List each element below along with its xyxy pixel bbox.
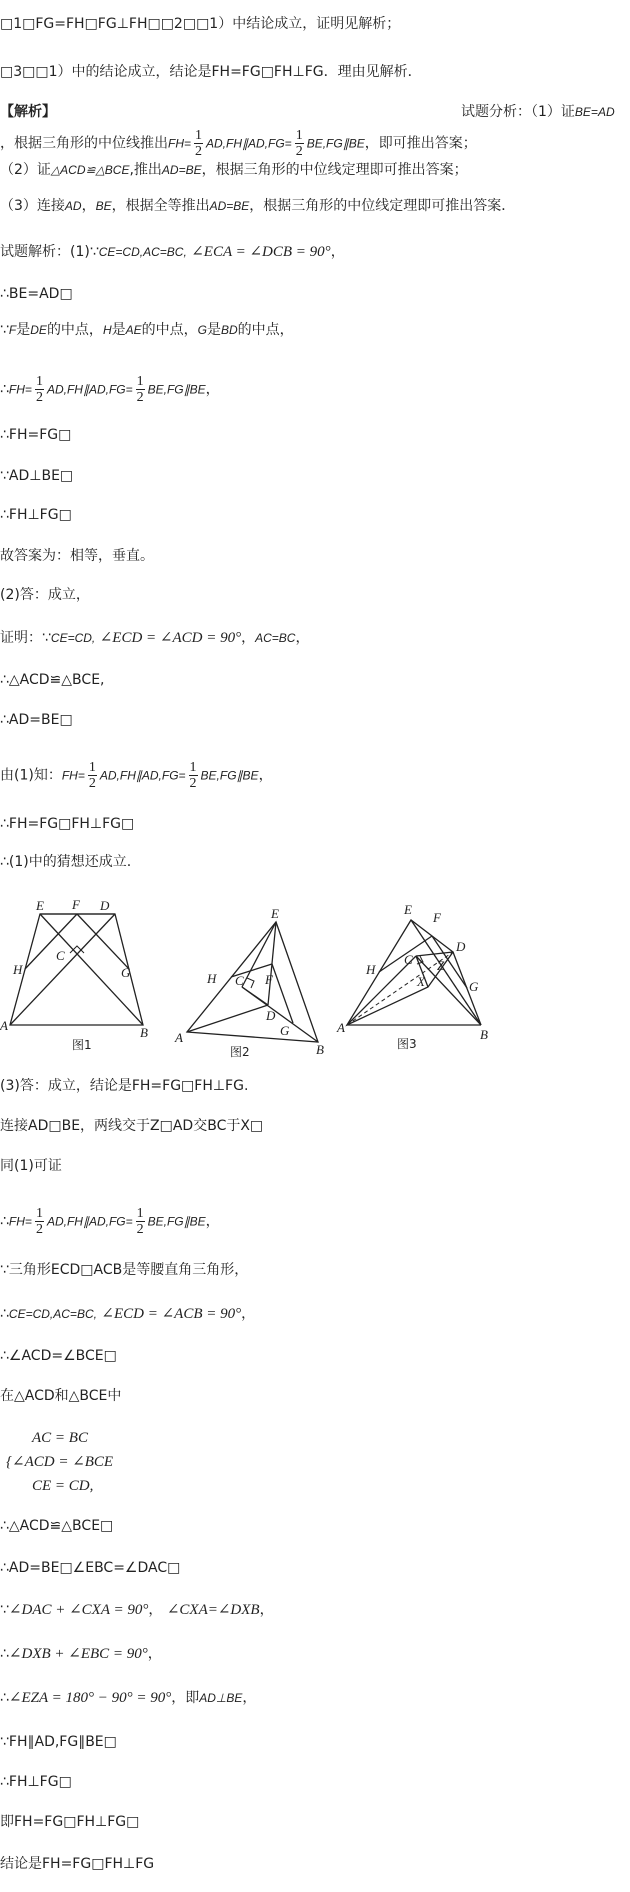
part3-conclusion <box>0 1854 154 1874</box>
solution-line-5 <box>0 425 71 445</box>
math: AD,FH∥AD,FG= <box>206 136 292 151</box>
denominator: 2 <box>88 776 96 791</box>
text: ∴ <box>0 1306 9 1322</box>
solution-line-2 <box>0 284 73 304</box>
part3-line-7 <box>0 1346 117 1366</box>
text: ， <box>148 1602 163 1618</box>
text: 即FH=FG□FH⊥FG□ <box>0 1814 140 1830</box>
denominator: 2 <box>136 1222 144 1237</box>
text: ∴AD=BE□ <box>0 712 73 728</box>
part3-line-6 <box>0 1304 255 1324</box>
math: AE <box>125 323 142 337</box>
text: ∵FH∥AD,FG∥BE□ <box>0 1734 117 1750</box>
figure-1-caption: 图1 <box>72 1038 92 1052</box>
analysis-header <box>0 102 630 122</box>
text: ， <box>205 381 220 398</box>
math: CE=CD, <box>50 631 96 645</box>
text: 故答案为：相等，垂直。 <box>0 548 154 564</box>
math-formula: ∠ECD = ∠ACB = 90° <box>101 1306 242 1322</box>
answer-text: □3□□1）中的结论成立，结论是FH=FG□FH⊥FG．理由见解析． <box>0 64 422 80</box>
text: ，根据全等推出 <box>111 198 210 214</box>
figure-2-labels <box>174 906 324 1059</box>
text: ，根据三角形的中位线推出 <box>0 135 168 152</box>
text: ，即可推出答案； <box>364 135 477 152</box>
math: FH= <box>8 382 32 397</box>
numerator: 1 <box>195 128 203 143</box>
text: ∴△ACD≌△BCE□ <box>0 1518 114 1534</box>
text: 连接AD□BE，两线交于Z□AD交BC于X□ <box>0 1118 264 1134</box>
text: ， <box>147 1646 162 1662</box>
solution-line-4 <box>0 374 220 405</box>
label-B: B <box>316 1042 324 1057</box>
analysis-intro <box>461 102 615 122</box>
label-B: B <box>480 1027 488 1042</box>
text: ,推出 <box>129 162 162 178</box>
fraction-half <box>88 760 97 791</box>
text: （2）证 <box>0 162 51 178</box>
text: ∴(1)中的猜想还成立. <box>0 854 132 870</box>
text: ∴ <box>0 1690 9 1706</box>
fraction-half <box>194 128 203 159</box>
answer-line-2 <box>0 62 422 82</box>
text: ∵ <box>0 1602 9 1618</box>
math: BE,FG∥BE <box>306 136 365 151</box>
math: AD=BE <box>161 163 202 177</box>
system-eq-2: {∠ACD = ∠BCE <box>6 1454 114 1470</box>
analysis-intro-text: 试题分析：（1）证 <box>461 104 575 120</box>
part3-line-16 <box>0 1812 139 1832</box>
math: CE=CD,AC=BC, <box>8 1307 97 1321</box>
solution-line-6 <box>0 466 73 486</box>
solution-line-15 <box>0 852 131 872</box>
part3-line-5 <box>0 1260 248 1280</box>
label-D: D <box>456 939 466 954</box>
label-D: D <box>100 898 110 913</box>
figures-diagram <box>0 892 630 1062</box>
text: 由(1)知： <box>0 767 62 784</box>
math: BE <box>95 199 112 213</box>
text: ， <box>241 630 256 646</box>
math: AD=BE <box>209 199 250 213</box>
text: ， <box>259 1602 274 1618</box>
math-formula: ∠CXA=∠DXB <box>166 1602 260 1618</box>
fraction-half <box>189 760 198 791</box>
text: ∴∠ACD=∠BCE□ <box>0 1348 117 1364</box>
figure-1-labels <box>0 897 148 1052</box>
label-A: A <box>337 1020 345 1035</box>
text: 的中点， <box>141 322 198 338</box>
numerator: 1 <box>189 760 197 775</box>
numerator: 1 <box>88 760 96 775</box>
math: BE,FG∥BE <box>147 1214 206 1229</box>
math: BE,FG∥BE <box>200 768 259 783</box>
label-F: F <box>265 972 273 987</box>
analysis-line-1 <box>0 128 477 159</box>
text: 是 <box>16 322 31 338</box>
math: △ACD≌△BCE <box>50 163 130 177</box>
part3-line-15 <box>0 1772 72 1792</box>
text: 同(1)可证 <box>0 1158 62 1174</box>
text: ∴FH⊥FG□ <box>0 1774 72 1790</box>
text: (3)答：成立，结论是FH=FG□FH⊥FG. <box>0 1078 249 1094</box>
text: ， <box>258 767 273 784</box>
text: 的中点， <box>46 322 103 338</box>
figure-2-caption: 图2 <box>230 1045 250 1059</box>
text: ∴△ACD≌△BCE, <box>0 672 105 688</box>
label-E: E <box>36 898 44 913</box>
text: ∴FH=FG□FH⊥FG□ <box>0 816 135 832</box>
fraction-half <box>35 1206 44 1237</box>
text: ∴FH=FG□ <box>0 427 72 443</box>
system-eq-3: CE = CD, <box>32 1478 94 1494</box>
part3-line-9 <box>0 1516 113 1536</box>
math: AD,FH∥AD,FG= <box>46 382 133 397</box>
part3-line-8 <box>0 1386 121 1406</box>
denominator: 2 <box>35 390 43 405</box>
solution-line-13 <box>0 760 273 791</box>
label-A: A <box>0 1018 8 1033</box>
math: FH= <box>168 136 192 151</box>
part3-line-1 <box>0 1076 248 1096</box>
label-C: C <box>56 948 65 963</box>
numerator: 1 <box>35 374 43 389</box>
text: 结论是FH=FG□FH⊥FG <box>0 1856 155 1872</box>
denominator: 2 <box>195 144 203 159</box>
label-D: D <box>266 1008 276 1023</box>
text: ∴AD=BE□∠EBC=∠DAC□ <box>0 1560 181 1576</box>
text: ∵三角形ECD□ACB是等腰直角三角形， <box>0 1262 249 1278</box>
math: CE=CD,AC=BC, <box>98 245 187 259</box>
label-X: X <box>417 974 425 989</box>
math: H <box>102 323 112 337</box>
math: BD <box>220 323 238 337</box>
solution-line-12 <box>0 710 73 730</box>
figure-3-labels <box>336 902 488 1051</box>
part3-line-13 <box>0 1688 256 1708</box>
math: DE <box>30 323 47 337</box>
math: AD,FH∥AD,FG= <box>99 768 186 783</box>
text: 在△ACD和△BCE中 <box>0 1388 122 1404</box>
label-Z: Z <box>437 958 445 973</box>
label-E: E <box>271 906 279 921</box>
fraction-half <box>136 1206 145 1237</box>
label-H: H <box>13 962 23 977</box>
solution-line-14 <box>0 814 134 834</box>
analysis-line-3 <box>0 196 515 216</box>
analysis-line-2 <box>0 160 468 180</box>
denominator: 2 <box>35 1222 43 1237</box>
math: BE,FG∥BE <box>147 382 206 397</box>
denominator: 2 <box>295 144 303 159</box>
text: ∵AD⊥BE□ <box>0 468 74 484</box>
system-eq-1: AC = BC <box>32 1430 88 1446</box>
math: FH= <box>8 1214 32 1229</box>
label-C: C <box>404 952 413 967</box>
text: ，根据三角形的中位线定理即可推出答案； <box>201 162 468 178</box>
part3-line-11 <box>0 1600 274 1620</box>
text: 的中点， <box>237 322 294 338</box>
solution-line-3 <box>0 320 294 340</box>
part3-line-3 <box>0 1156 62 1176</box>
text: ∴ <box>0 381 9 398</box>
denominator: 2 <box>136 390 144 405</box>
label-B: B <box>140 1025 148 1040</box>
label-C: C <box>235 973 244 988</box>
math: FH= <box>61 768 85 783</box>
numerator: 1 <box>295 128 303 143</box>
text: ， <box>295 630 310 646</box>
math: AD⊥BE <box>199 1691 243 1705</box>
label-H: H <box>207 971 217 986</box>
math-formula: ∠DXB + ∠EBC = 90° <box>8 1646 148 1662</box>
math-formula: ∠EZA = 180° − 90° = 90° <box>8 1690 172 1706</box>
label-H: H <box>366 962 376 977</box>
solution-line-7 <box>0 505 72 525</box>
text: ∴FH⊥FG□ <box>0 507 72 523</box>
solution-line-1 <box>0 242 345 262</box>
label-A: A <box>175 1030 183 1045</box>
text: ， <box>205 1213 220 1230</box>
text: ∴ <box>0 1213 9 1230</box>
text: 是 <box>206 322 221 338</box>
text: ， <box>241 1306 256 1322</box>
answer-text: □1□FG=FH□FG⊥FH□□2□□1）中结论成立，证明见解析； <box>0 16 401 32</box>
solution-line-8 <box>0 546 154 566</box>
analysis-intro-math: BE=AD <box>574 105 615 119</box>
analysis-tag: 【解析】 <box>0 104 56 120</box>
math: AC=BC <box>255 631 296 645</box>
text: ∴ <box>0 1646 9 1662</box>
text: ，即 <box>171 1690 200 1706</box>
math: AD,FH∥AD,FG= <box>46 1214 133 1229</box>
answer-line-1 <box>0 14 400 34</box>
label-F: F <box>433 910 441 925</box>
fraction-half <box>35 374 44 405</box>
solution-line-10 <box>0 628 309 648</box>
text: ，根据三角形的中位线定理即可推出答案． <box>249 198 516 214</box>
text: ， <box>242 1690 257 1706</box>
part3-line-10 <box>0 1558 180 1578</box>
numerator: 1 <box>35 1206 43 1221</box>
text: ∵ <box>0 322 9 338</box>
fraction-half <box>295 128 304 159</box>
label-F: F <box>72 897 80 912</box>
label-G: G <box>121 965 131 980</box>
text: (2)答：成立， <box>0 587 90 603</box>
math-formula: ∠ECA = ∠DCB = 90° <box>191 244 331 260</box>
text: 试题解析：(1)∵ <box>0 244 99 260</box>
numerator: 1 <box>136 374 144 389</box>
label-G: G <box>469 979 479 994</box>
part3-line-14 <box>0 1732 117 1752</box>
numerator: 1 <box>136 1206 144 1221</box>
text: ∴BE=AD□ <box>0 286 73 302</box>
solution-line-11 <box>0 670 105 690</box>
part3-line-4 <box>0 1206 220 1237</box>
math: F <box>8 323 17 337</box>
math-formula: ∠ECD = ∠ACD = 90° <box>99 630 242 646</box>
fraction-half <box>136 374 145 405</box>
text: 证明：∵ <box>0 630 51 646</box>
label-G: G <box>280 1023 290 1038</box>
part3-line-12 <box>0 1644 162 1664</box>
text: ， <box>81 198 96 214</box>
math: AD <box>64 199 82 213</box>
text: （3）连接 <box>0 198 65 214</box>
text: 是 <box>111 322 126 338</box>
part3-line-2 <box>0 1116 263 1136</box>
label-E: E <box>404 902 412 917</box>
math: G <box>197 323 207 337</box>
text: ， <box>330 244 345 260</box>
math-formula: ∠DAC + ∠CXA = 90° <box>8 1602 149 1618</box>
solution-line-9 <box>0 585 90 605</box>
denominator: 2 <box>189 776 197 791</box>
figure-3-caption: 图3 <box>397 1037 417 1051</box>
